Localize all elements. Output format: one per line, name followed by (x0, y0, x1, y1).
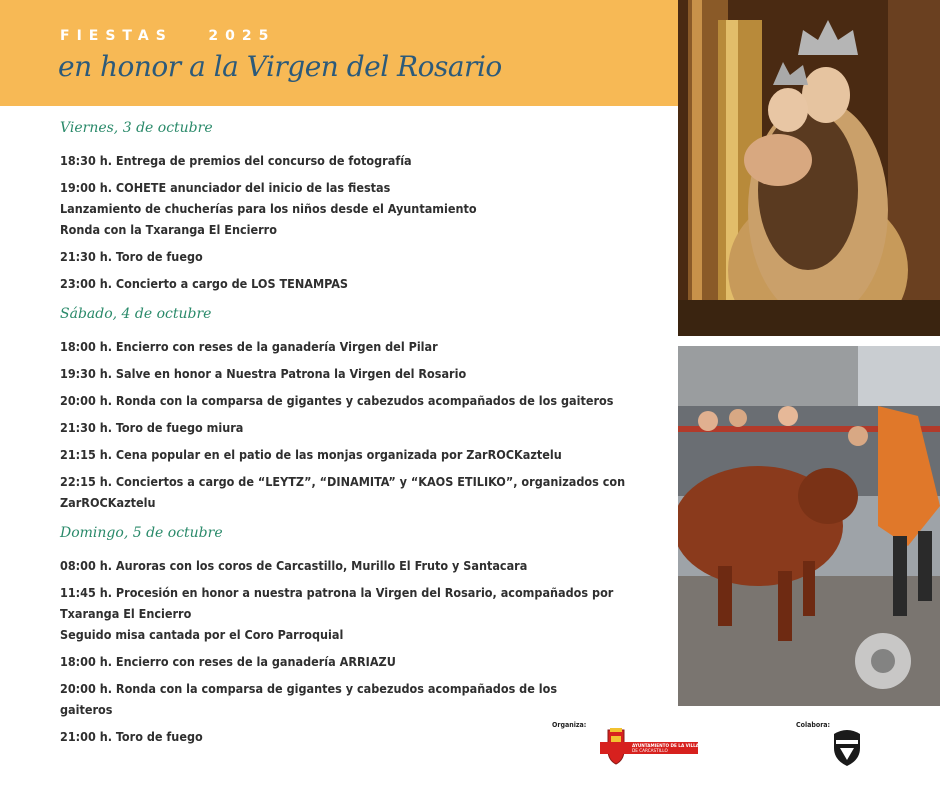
day-heading: Viernes, 3 de octubre (60, 120, 213, 136)
event-item (60, 390, 660, 411)
ayuntamiento-logo (600, 728, 698, 768)
event-item (60, 555, 660, 576)
event-line: 20:00 h. Ronda con la comparsa de gigantes y cabezudos acompañados de los (60, 681, 558, 696)
event-line: Seguido misa cantada por el Coro Parroquial (60, 627, 344, 642)
bull-run-photo (678, 346, 940, 706)
virgin-statue-photo (678, 0, 940, 336)
event-item (60, 726, 660, 747)
day-heading: Sábado, 4 de octubre (60, 306, 212, 322)
event-item (60, 417, 660, 438)
event-line: 21:15 h. Cena popular en el patio de las monjas organizada por ZarROCKaztelu (60, 447, 562, 462)
event-line: 19:30 h. Salve en honor a Nuestra Patrona la Virgen del Rosario (60, 366, 467, 381)
zarrockaztelu-logo (830, 728, 864, 768)
day-section (60, 120, 660, 294)
event-line: Lanzamiento de chucherías para los niños desde el Ayuntamiento (60, 201, 477, 216)
event-line: ZarROCKaztelu (60, 495, 156, 510)
event-line: 19:00 h. COHETE anunciador del inicio de las fiestas (60, 180, 391, 195)
event-line: 18:30 h. Entrega de premios del concurso de fotografía (60, 153, 412, 168)
event-item (60, 246, 660, 267)
event-line: 18:00 h. Encierro con reses de la ganadería ARRIAZU (60, 654, 396, 669)
page-title: en honor a la Virgen del Rosario (58, 50, 502, 83)
event-line: 21:00 h. Toro de fuego (60, 729, 203, 744)
organiza-label: Organiza: (552, 721, 587, 729)
event-item (60, 336, 660, 357)
event-line: 20:00 h. Ronda con la comparsa de gigantes y cabezudos acompañados de los gaiteros (60, 393, 614, 408)
event-item (60, 177, 660, 240)
event-line: Txaranga El Encierro (60, 606, 192, 621)
event-line: 21:30 h. Toro de fuego miura (60, 420, 244, 435)
program-list (60, 120, 660, 759)
day-section (60, 306, 660, 513)
event-line: Ronda con la Txaranga El Encierro (60, 222, 277, 237)
event-line: 22:15 h. Conciertos a cargo de “LEYTZ”, “DINAMITA” y “KAOS ETILIKO”, organizados con (60, 474, 626, 489)
event-item (60, 273, 660, 294)
event-line: 21:30 h. Toro de fuego (60, 249, 203, 264)
event-item (60, 678, 660, 720)
event-item (60, 363, 660, 384)
kicker-text: FIESTAS 2025 (60, 28, 276, 44)
event-item (60, 444, 660, 465)
colabora-label: Colabora: (796, 721, 831, 729)
day-section (60, 525, 660, 747)
svg-text:DE CARCASTILLO: DE CARCASTILLO (632, 748, 668, 753)
svg-text:AYUNTAMIENTO DE LA VILLA: AYUNTAMIENTO DE LA VILLA (632, 743, 698, 748)
event-line: 11:45 h. Procesión en honor a nuestra patrona la Virgen del Rosario, acompañados por (60, 585, 614, 600)
event-line: 18:00 h. Encierro con reses de la ganadería Virgen del Pilar (60, 339, 438, 354)
header-banner (0, 0, 678, 106)
event-item (60, 150, 660, 171)
event-item (60, 471, 660, 513)
day-heading: Domingo, 5 de octubre (60, 525, 223, 541)
event-item (60, 651, 660, 672)
event-line: 23:00 h. Concierto a cargo de LOS TENAMPAS (60, 276, 349, 291)
event-line: 08:00 h. Auroras con los coros de Carcastillo, Murillo El Fruto y Santacara (60, 558, 528, 573)
event-item (60, 582, 660, 645)
event-line: gaiteros (60, 702, 113, 717)
